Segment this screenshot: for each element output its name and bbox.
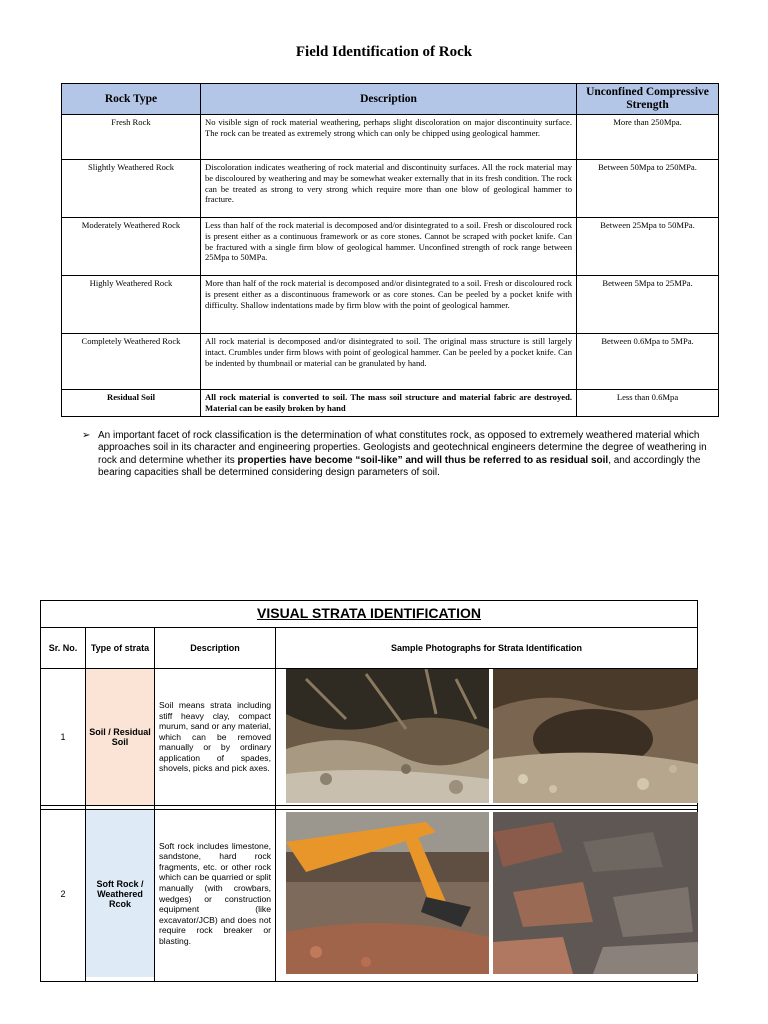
rock-strength-cell: Between 50Mpa to 250MPa. bbox=[577, 160, 719, 218]
header-description: Description bbox=[201, 84, 577, 115]
soil-sample-photo-2 bbox=[493, 669, 698, 803]
rock-type-cell: Residual Soil bbox=[62, 390, 201, 417]
classification-note bbox=[82, 430, 722, 480]
table-row bbox=[62, 276, 719, 334]
table-row bbox=[62, 160, 719, 218]
rock-strength-cell: Between 0.6Mpa to 5MPa. bbox=[577, 334, 719, 390]
rock-description-cell: Less than half of the rock material is decomposed and/or disintegrated to a soil. Fresh or discoloured rock is present either as a continuous framework or as core stones. Cannot be scraped with pocket knife. Can be fractured with a single firm blow of geological hammer. Unconfined strength of rock range between 25Mpa to 50MPa. bbox=[201, 218, 577, 276]
header-rock-type: Rock Type bbox=[62, 84, 201, 115]
rock-type-cell: Completely Weathered Rock bbox=[62, 334, 201, 390]
rock-description-cell: All rock material is converted to soil. The mass soil structure and material fabric are destroyed. Material can be easily broken by hand bbox=[201, 390, 577, 417]
strata-sr-no: 1 bbox=[60, 732, 66, 742]
strata-description: Soft rock includes limestone, sandstone, hard rock fragments, etc. or other rock which can be quarried or split manually (with crowbars, wedges) or construction equipment (like excavator/JCB) and does not require rock breaker or blasting. bbox=[159, 840, 271, 946]
strata-type-soil: Soil / Residual Soil bbox=[86, 669, 154, 805]
strata-sr-no: 2 bbox=[60, 888, 66, 899]
rock-description-cell: Discoloration indicates weathering of rock material and discontinuity surfaces. All the rock material may be discoloured by weathering and may be somewhat weaker externally that in its fresh condition. The rock can be treated as strong to very strong which require more than one blow of geological hammer to fracture. bbox=[201, 160, 577, 218]
rock-type-cell: Highly Weathered Rock bbox=[62, 276, 201, 334]
header-type-of-strata: Type of strata bbox=[86, 628, 155, 668]
visual-strata-table bbox=[40, 600, 698, 982]
note-text: An important facet of rock classification is the determination of what constitutes rock, as opposed to extremely weathered material which approaches soil in its character and engineering properties. Geologists and geotechnical engineers determine the degree of weathering in rock and determine whether its bbox=[98, 430, 707, 466]
soft-rock-sample-photo-2 bbox=[493, 812, 698, 974]
rock-description-cell: More than half of the rock material is decomposed and/or disintegrated to a soil. Fresh or discoloured rock is present either as a discontinuous framework or as core stones. Can be peeled by a pocket knife with difficulty. Shallow indentations made by firm blow with the point of geological hammer. bbox=[201, 276, 577, 334]
header-strata-description: Description bbox=[155, 628, 276, 668]
note-text-end: , and accordingly the bearing capacities shall be determined considering design parameters of soil. bbox=[98, 454, 701, 479]
header-sr-no: Sr. No. bbox=[41, 628, 86, 668]
rock-type-cell: Moderately Weathered Rock bbox=[62, 218, 201, 276]
header-strength: Unconfined Compressive Strength bbox=[577, 84, 719, 115]
page-title: Field Identification of Rock bbox=[295, 44, 473, 60]
table-row bbox=[62, 218, 719, 276]
rock-identification-table bbox=[61, 83, 719, 417]
rock-type-cell: Slightly Weathered Rock bbox=[62, 160, 201, 218]
table-row bbox=[62, 115, 719, 160]
soft-rock-sample-photo-1 bbox=[286, 812, 489, 974]
note-bold-text: properties have become “soil-like” and will thus be referred to as residual soil bbox=[237, 454, 609, 466]
strata-table-title: VISUAL STRATA IDENTIFICATION bbox=[41, 601, 697, 628]
table-row bbox=[62, 334, 719, 390]
rock-type-cell: Fresh Rock bbox=[62, 115, 201, 160]
header-sample-photographs: Sample Photographs for Strata Identification bbox=[390, 643, 583, 653]
arrow-bullet-icon: ➢ bbox=[82, 430, 91, 441]
rock-strength-cell: Less than 0.6Mpa bbox=[577, 390, 719, 417]
rock-strength-cell: More than 250Mpa. bbox=[577, 115, 719, 160]
rock-description-cell: All rock material is decomposed and/or disintegrated to soil. The original mass structure is still largely intact. Crumbles under firm blows with point of geological hammer. Can be peeled by a pocket knife. Can be indented by thumbnail or material can be granulated by hand. bbox=[201, 334, 577, 390]
soil-sample-photo-1 bbox=[286, 669, 489, 803]
divider bbox=[41, 805, 697, 806]
rock-description-cell: No visible sign of rock material weathering, perhaps slight discoloration on major discontinuity surface. The rock can be treated as extremely strong which can only be chipped using geological hammer. bbox=[201, 115, 577, 160]
rock-strength-cell: Between 5Mpa to 25MPa. bbox=[577, 276, 719, 334]
rock-strength-cell: Between 25Mpa to 50MPa. bbox=[577, 218, 719, 276]
strata-type-soft-rock: Soft Rock / Weathered Rcok bbox=[86, 810, 154, 977]
strata-description: Soil means strata including stiff heavy clay, compact murum, sand or any material, which can be removed manually or by ordinary application of spades, shovels, picks and pick axes. bbox=[159, 699, 271, 774]
table-row bbox=[62, 390, 719, 417]
